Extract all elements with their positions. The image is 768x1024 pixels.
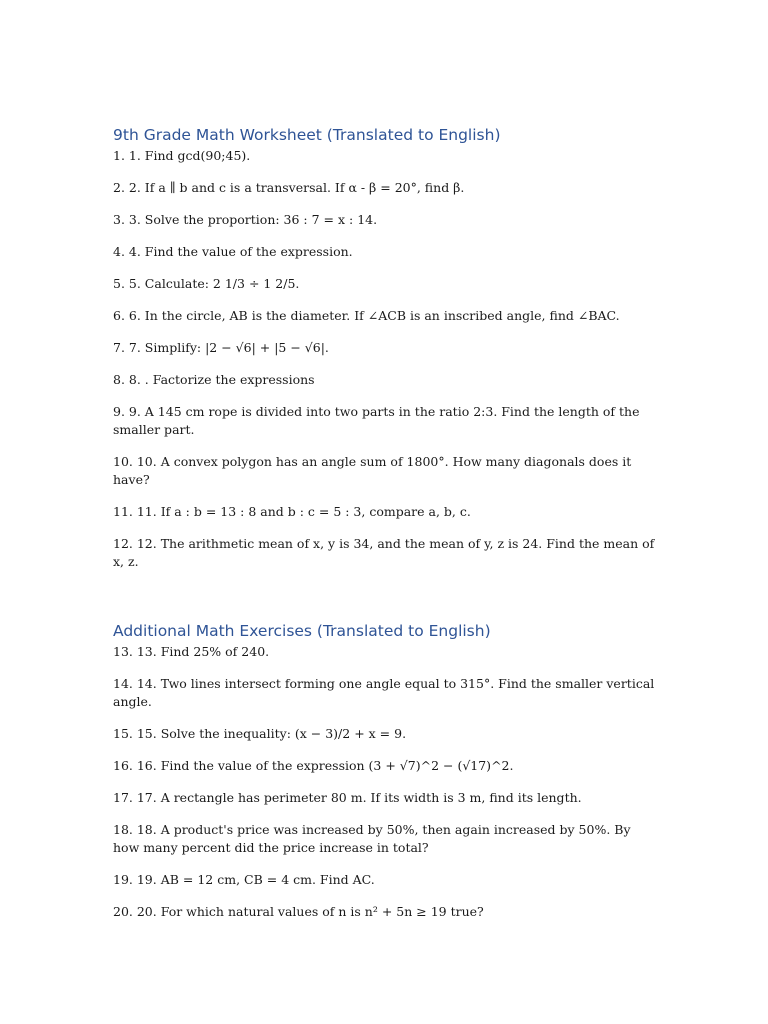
exercise-list (113, 643, 658, 921)
exercise-item: 4. 4. Find the value of the expression. (113, 244, 353, 259)
section-heading: Additional Math Exercises (Translated to English) (113, 622, 491, 640)
exercise-item: 3. 3. Solve the proportion: 36 : 7 = x : 14. (113, 212, 378, 227)
exercise-item: 9. 9. A 145 cm rope is divided into two parts in the ratio 2:3. Find the length of the smaller part. (113, 404, 640, 437)
exercise-item: 8. 8. . Factorize the expressions (113, 372, 315, 387)
exercise-item: 14. 14. Two lines intersect forming one angle equal to 315°. Find the smaller vertical angle. (113, 676, 655, 709)
document-page (113, 0, 658, 935)
exercise-item: 6. 6. In the circle, AB is the diameter. If ∠ACB is an inscribed angle, find ∠BAC. (113, 308, 620, 323)
exercise-item: 12. 12. The arithmetic mean of x, y is 34, and the mean of y, z is 24. Find the mean of x, z. (113, 536, 655, 569)
exercise-item: 13. 13. Find 25% of 240. (113, 644, 270, 659)
exercise-item: 20. 20. For which natural values of n is n² + 5n ≥ 19 true? (113, 904, 484, 919)
exercise-item: 16. 16. Find the value of the expression (3 + √7)^2 − (√17)^2. (113, 758, 514, 773)
exercise-item: 1. 1. Find gcd(90;45). (113, 148, 251, 163)
exercise-item: 2. 2. If a ∥ b and c is a transversal. If α - β = 20°, find β. (113, 180, 465, 195)
exercise-list (113, 147, 658, 571)
exercise-item: 7. 7. Simplify: |2 − √6| + |5 − √6|. (113, 340, 329, 355)
exercise-item: 10. 10. A convex polygon has an angle sum of 1800°. How many diagonals does it have? (113, 454, 632, 487)
exercise-item: 19. 19. AB = 12 cm, CB = 4 cm. Find AC. (113, 872, 375, 887)
section-heading: 9th Grade Math Worksheet (Translated to English) (113, 126, 501, 144)
exercise-item: 18. 18. A product's price was increased by 50%, then again increased by 50%. By how many percent did the price increase in total? (113, 822, 631, 855)
exercise-item: 5. 5. Calculate: 2 1/3 ÷ 1 2/5. (113, 276, 300, 291)
exercise-item: 17. 17. A rectangle has perimeter 80 m. If its width is 3 m, find its length. (113, 790, 582, 805)
exercise-item: 11. 11. If a : b = 13 : 8 and b : c = 5 : 3, compare a, b, c. (113, 504, 471, 519)
exercise-item: 15. 15. Solve the inequality: (x − 3)/2 + x = 9. (113, 726, 407, 741)
